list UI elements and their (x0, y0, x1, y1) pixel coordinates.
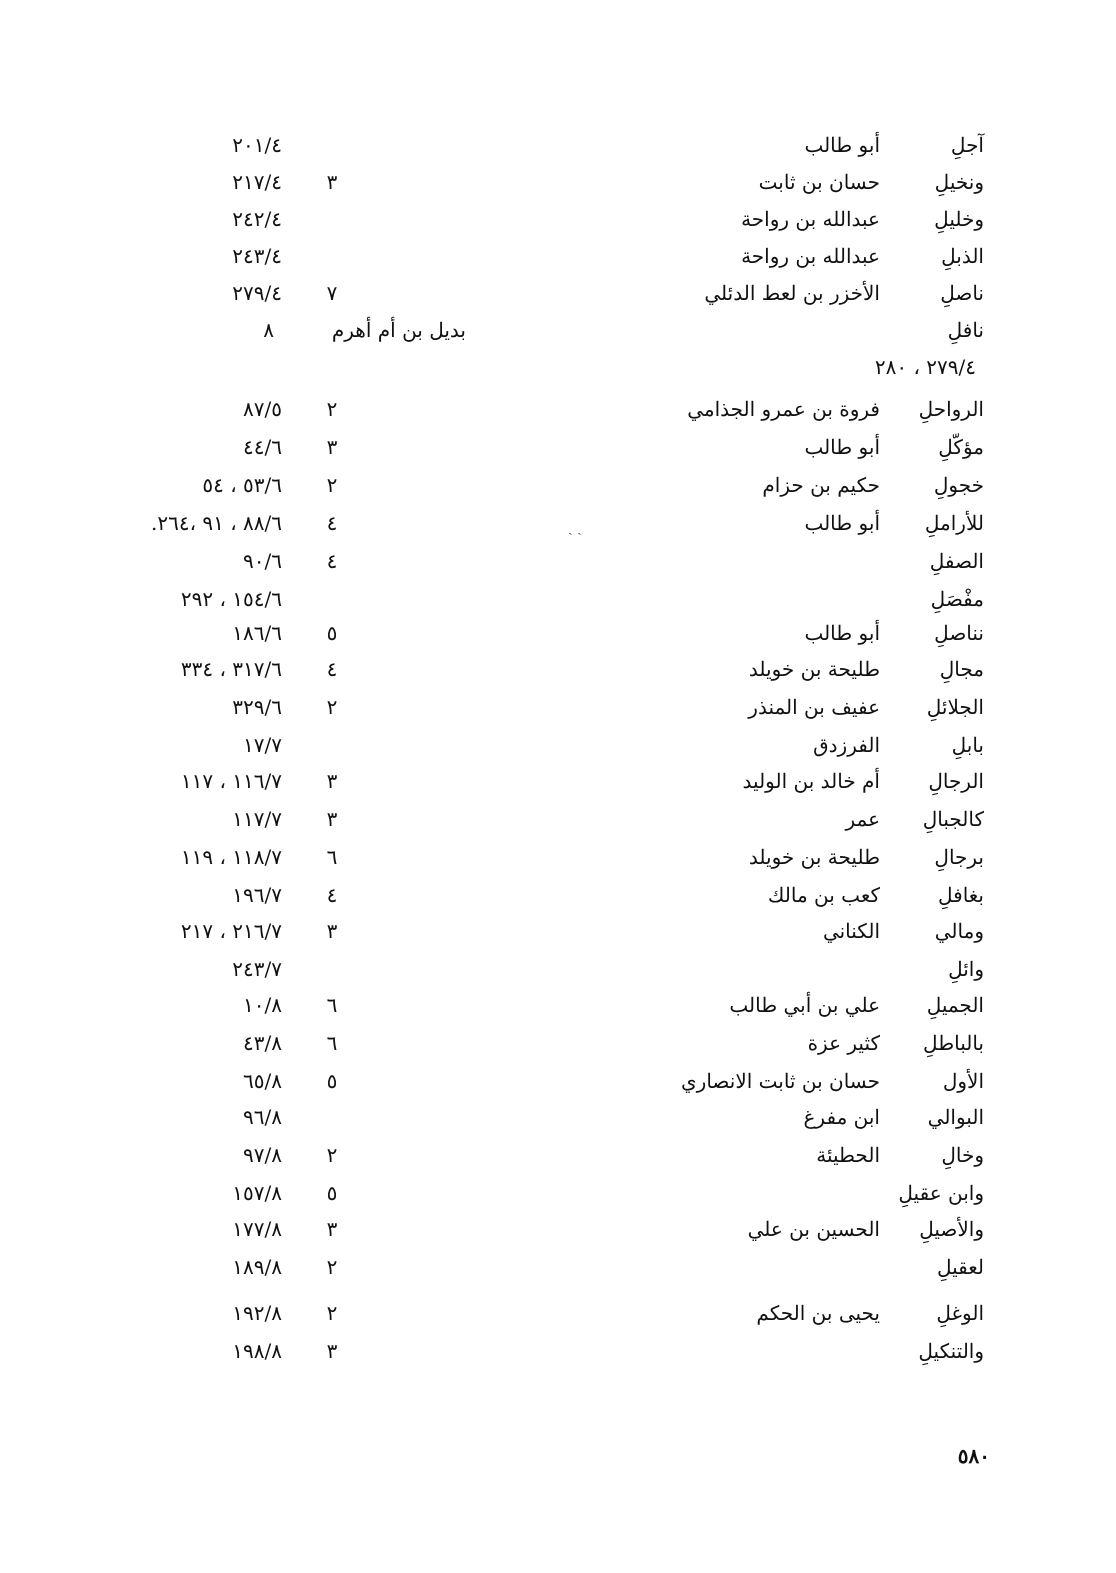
verse-count: ٢ (326, 1255, 338, 1279)
verse-count: ٤ (326, 657, 338, 681)
page-reference: ٢٧٩/٤ (232, 281, 282, 305)
rhyme-word: نناصلِ (934, 621, 984, 645)
page-reference: ٢٤٣/٧ (232, 957, 282, 981)
rhyme-word: ومالي (934, 919, 984, 943)
rhyme-word: برجالِ (934, 845, 984, 869)
verse-count: ٨ (263, 318, 274, 342)
page-reference: ١١٧/٧ (232, 807, 282, 831)
rhyme-word: الرجالِ (928, 769, 984, 793)
poet-name: طليحة بن خويلد (748, 657, 880, 681)
verse-count: ٢ (326, 695, 338, 719)
rhyme-word: كالجبالِ (922, 807, 984, 831)
page-reference: ١٥٧/٨ (232, 1181, 282, 1205)
rhyme-word: ونخيلِ (934, 170, 984, 194)
page-reference: ٢٧٩/٤ ، ٢٨٠ (874, 355, 976, 379)
poet-name: عمر (845, 807, 880, 831)
rhyme-word: الرواحلِ (918, 397, 984, 421)
verse-count: ٣ (326, 435, 338, 459)
poet-name: يحيى بن الحكم (756, 1301, 880, 1325)
poet-name: الفرزدق (813, 733, 880, 757)
page-reference: ٦٥/٨ (243, 1069, 282, 1093)
verse-count: ٣ (326, 170, 338, 194)
page-reference: ٤٤/٦ (243, 435, 282, 459)
rhyme-word: وخالِ (941, 1143, 984, 1167)
rhyme-word: مجالِ (939, 657, 984, 681)
verse-count: ٣ (326, 919, 338, 943)
index-row (0, 428, 1116, 466)
rhyme-word: والأصيلِ (919, 1217, 984, 1241)
poet-name: الحسين بن علي (747, 1217, 880, 1241)
rhyme-word: لعقيلِ (936, 1255, 984, 1279)
poet-name: أم خالد بن الوليد (742, 769, 880, 793)
verse-count: ٤ (326, 511, 338, 535)
verse-count: ٣ (326, 1339, 338, 1363)
rhyme-word: الذبلِ (941, 244, 984, 268)
verse-count: ٢ (326, 1301, 338, 1325)
rhyme-word: مؤكّلِ (938, 435, 984, 459)
rhyme-word: خجولِ (933, 473, 984, 497)
rhyme-word: والتنكيلِ (918, 1339, 984, 1363)
page-reference: ١٩٨/٨ (232, 1339, 282, 1363)
poet-name: حسان بن ثابت (758, 170, 880, 194)
verse-count: ٦ (326, 845, 338, 869)
verse-count: ٤ (326, 883, 338, 907)
rhyme-word: ناصلِ (940, 281, 984, 305)
rhyme-word: الوغلِ (936, 1301, 984, 1325)
page-reference: ٣١٧/٦ ، ٣٣٤ (180, 657, 282, 681)
rhyme-word: مفْصَلِ (930, 587, 984, 611)
page-reference: ٣٢٩/٦ (232, 695, 282, 719)
poet-name: حكيم بن حزام (762, 473, 880, 497)
verse-count: ٦ (326, 1031, 338, 1055)
page-number: ٥٨٠ (957, 1444, 990, 1468)
index-row (0, 800, 1116, 838)
poet-name: أبو طالب (804, 621, 880, 645)
verse-count: ٥ (326, 621, 338, 645)
verse-count: ٥ (326, 1069, 338, 1093)
rhyme-word: بغافلِ (937, 883, 984, 907)
index-row (0, 986, 1116, 1024)
verse-count: ٢ (326, 397, 338, 421)
index-row (0, 614, 1116, 652)
verse-count: ٥ (326, 1181, 338, 1205)
verse-count: ٣ (326, 769, 338, 793)
scan-speck: ˏ ˏ (568, 520, 582, 536)
rhyme-word: وخليلِ (934, 207, 984, 231)
page-reference: ٩٦/٨ (243, 1105, 282, 1129)
poet-name: الحطيئة (816, 1143, 880, 1167)
page-reference: ١٠/٨ (243, 993, 282, 1017)
page-reference: ١٩٢/٨ (232, 1301, 282, 1325)
index-row (0, 1136, 1116, 1174)
poet-name: الأخزر بن لعط الدئلي (704, 281, 880, 305)
index-row (0, 726, 1116, 764)
page-reference: ٨٧/٥ (243, 397, 282, 421)
index-row (0, 838, 1116, 876)
poet-name: أبو طالب (804, 511, 880, 535)
poet-name: أبو طالب (804, 133, 880, 157)
index-row (0, 950, 1116, 988)
verse-count: ٧ (326, 281, 338, 305)
page-reference: ٩٧/٨ (243, 1143, 282, 1167)
index-row (0, 126, 1116, 164)
poet-name: علي بن أبي طالب (729, 993, 880, 1017)
verse-count: ٢ (326, 473, 338, 497)
rhyme-word: وائلِ (948, 957, 984, 981)
poet-name: ابن مفرغ (803, 1105, 880, 1129)
poet-name: عبدالله بن رواحة (741, 207, 880, 231)
index-row (0, 762, 1116, 800)
poet-name: بديل بن أم أهرم (331, 318, 466, 342)
index-row (0, 1174, 1116, 1212)
page-reference: ١٨٩/٨ (232, 1255, 282, 1279)
rhyme-word: بابلِ (951, 733, 984, 757)
index-row (0, 912, 1116, 950)
index-row (0, 1248, 1116, 1286)
page-reference: ١٥٤/٦ ، ٢٩٢ (180, 587, 282, 611)
poet-name: عبدالله بن رواحة (741, 244, 880, 268)
poet-name: حسان بن ثابت الانصاري (681, 1069, 880, 1093)
index-row (0, 504, 1116, 542)
index-row (0, 390, 1116, 428)
index-row (0, 163, 1116, 201)
page-reference: ١١٨/٧ ، ١١٩ (180, 845, 282, 869)
verse-count: ٤ (326, 549, 338, 573)
page-reference: ١٨٦/٦ (232, 621, 282, 645)
index-row (0, 688, 1116, 726)
page-reference: ٥٣/٦ ، ٥٤ (202, 473, 282, 497)
verse-count: ٦ (326, 993, 338, 1017)
poet-name: أبو طالب (804, 435, 880, 459)
rhyme-word: الصفلِ (929, 549, 984, 573)
verse-count: ٢ (326, 1143, 338, 1167)
page-reference: ٢١٦/٧ ، ٢١٧ (180, 919, 282, 943)
rhyme-word: الأول (942, 1069, 984, 1093)
index-row (0, 1024, 1116, 1062)
index-row (0, 1210, 1116, 1248)
rhyme-word: الجلائلِ (926, 695, 984, 719)
index-row (0, 876, 1116, 914)
rhyme-word: بالباطلِ (923, 1031, 984, 1055)
rhyme-word: نافلِ (947, 318, 984, 342)
index-row (0, 274, 1116, 312)
page-reference: ٢٠١/٤ (232, 133, 282, 157)
poet-name: كثير عزة (807, 1031, 880, 1055)
page-reference: ١٩٦/٧ (232, 883, 282, 907)
index-row (0, 580, 1116, 618)
index-row (0, 650, 1116, 688)
page-reference: ٩٠/٦ (243, 549, 282, 573)
page-reference: ١٧٧/٨ (232, 1217, 282, 1241)
rhyme-word: الجميلِ (926, 993, 984, 1017)
poet-name: طليحة بن خويلد (748, 845, 880, 869)
rhyme-word: آجلِ (950, 133, 984, 157)
poet-name: كعب بن مالك (767, 883, 880, 907)
index-row (0, 466, 1116, 504)
page-reference: ٢١٧/٤ (232, 170, 282, 194)
rhyme-word: البوالي (927, 1105, 984, 1129)
index-row (0, 1294, 1116, 1332)
index-row (0, 1062, 1116, 1100)
poet-name: فروة بن عمرو الجذامي (687, 397, 880, 421)
poet-name: عفيف بن المنذر (748, 695, 880, 719)
index-row (0, 1332, 1116, 1370)
index-row (0, 542, 1116, 580)
poet-name: الكناني (822, 919, 880, 943)
page-reference: ٨٨/٦ ، ٩١ ،٢٦٤. (150, 511, 282, 535)
rhyme-word: للأراملِ (924, 511, 984, 535)
page-reference: ٤٣/٨ (243, 1031, 282, 1055)
rhyme-word: وابن عقيلِ (898, 1181, 984, 1205)
index-row (0, 200, 1116, 238)
page-reference: ٢٤٣/٤ (232, 244, 282, 268)
verse-count: ٣ (326, 807, 338, 831)
index-row (0, 237, 1116, 275)
verse-count: ٣ (326, 1217, 338, 1241)
index-row (0, 1098, 1116, 1136)
page-reference: ٢٤٢/٤ (232, 207, 282, 231)
index-row (0, 311, 1116, 349)
page-reference: ١١٦/٧ ، ١١٧ (180, 769, 282, 793)
index-row-continuation (0, 348, 1116, 386)
page-reference: ١٧/٧ (243, 733, 282, 757)
